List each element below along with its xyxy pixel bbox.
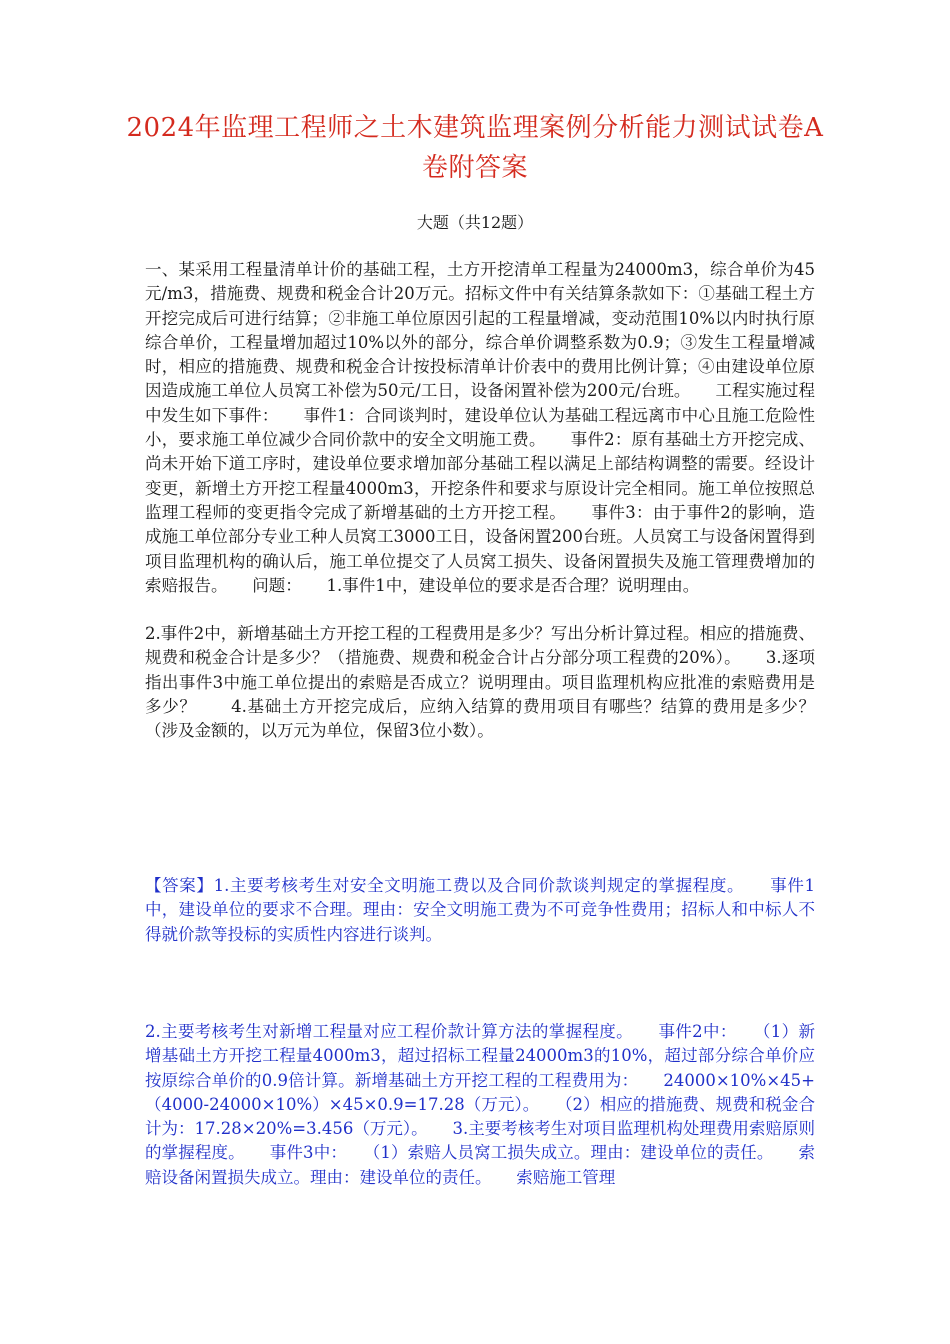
question-paragraph: 一、某采用工程量清单计价的基础工程，土方开挖清单工程量为24000m3，综合单价为45元/m3，措施费、规费和税金合计20万元。招标文件中有关结算条款如下：①基础工程土方开挖完成后可进行结算；②非施工单位原因引起的工程量增减，变动范围10%以内时执行原综合单价，工程量增加超过10%以外的部分，综合单价调整系数为0.9；③发生工程量增减时，相应的措施费、规费和税金合计按投标清单计价表中的费用比例计算；④由建设单位原因造成施工单位人员窝工补偿为50元/工日，设备闲置补偿为200元/台班。 工程实施过程中发生如下事件： 事件1：合同谈判时，建设单位认为基础工程远离市中心且施工危险性小，要求施工单位减少合同价款中的安全文明施工费。 事件2：原有基础土方开挖完成、尚未开始下道工序时，建设单位要求增加部分基础工程以满足上部结构调整的需要。经设计变更，新增土方开挖工程量4000m3，开挖条件和要求与原设计完全相同。施工单位按照总监理工程师的变更指令完成了新增基础的土方开挖工程。 事件3：由于事件2的影响，造成施工单位部分专业工种人员窝工3000工日，设备闲置200台班。人员窝工与设备闲置得到项目监理机构的确认后，施工单位提交了人员窝工损失、设备闲置损失及施工管理费增加的索赔报告。 问题： 1.事件1中，建设单位的要求是否合理？说明理由。 bbox=[145, 260, 815, 595]
question-block bbox=[145, 258, 815, 744]
answer-block bbox=[145, 1020, 815, 1190]
answer-label: 【答案】 bbox=[145, 876, 214, 895]
answer-paragraph bbox=[145, 874, 815, 947]
document-title: 2024年监理工程师之土木建筑监理案例分析能力测试试卷A卷附答案 bbox=[126, 113, 824, 183]
section-header: 大题（共12题） bbox=[416, 213, 534, 232]
question-paragraph: 2.事件2中，新增基础土方开挖工程的工程费用是多少？写出分析计算过程。相应的措施费、规费和税金合计是多少？（措施费、规费和税金合计占分部分项工程费的20%）。 3.逐项指出事件3中施工单位提出的索赔是否成立？说明理由。项目监理机构应批准的索赔费用是多少？ 4.基础土方开挖完成后，应纳入结算的费用项目有哪些？结算的费用是多少？（涉及金额的，以万元为单位，保留3位小数）。 bbox=[145, 624, 815, 741]
answer-paragraph: 2.主要考核考生对新增工程量对应工程价款计算方法的掌握程度。 事件2中： （1）新增基础土方开挖工程量4000m3，超过招标工程量24000m3的10%，超过部分综合单价应按原综合单价的0.9倍计算。新增基础土方开挖工程的工程费用为： 24000×10%×45+（4000-24000×10%）×45×0.9=17.28（万元）。 （2）相应的措施费、规费和税金合计为：17.28×20%=3.456（万元）。 3.主要考核考生对项目监理机构处理费用索赔原则的掌握程度。 事件3中： （1）索赔人员窝工损失成立。理由：建设单位的责任。 索赔设备闲置损失成立。理由：建设单位的责任。 索赔施工管理 bbox=[145, 1022, 815, 1187]
answer-block bbox=[145, 874, 815, 947]
answer-text: 1.主要考核考生对安全文明施工费以及合同价款谈判规定的掌握程度。 事件1中，建设单位的要求不合理。理由：安全文明施工费为不可竞争性费用；招标人和中标人不得就价款等投标的实质性内容进行谈判。 bbox=[145, 876, 816, 944]
